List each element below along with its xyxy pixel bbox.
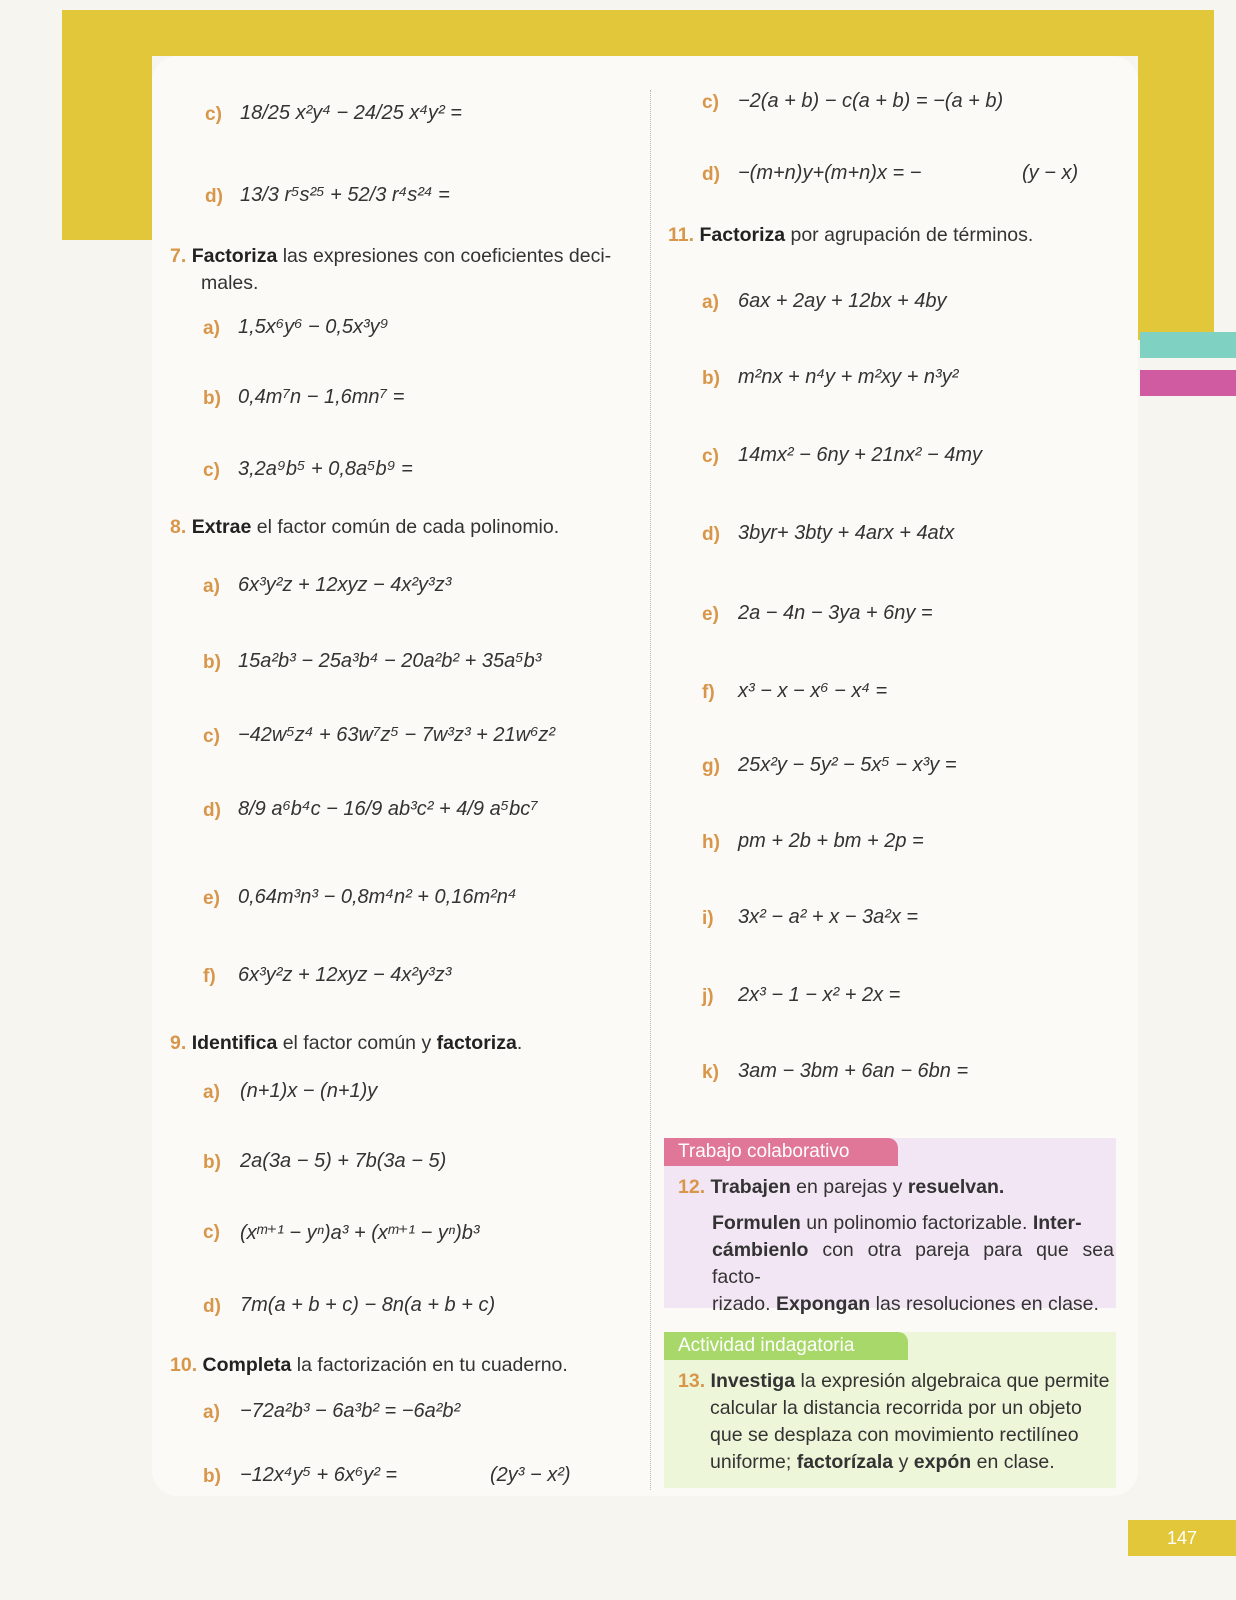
math-expression: 6x³y²z + 12xyz − 4x²y³z³ [238, 574, 452, 596]
math-expression: 0,4m⁷n − 1,6mn⁷ = [238, 386, 405, 408]
question-text: calcular la distancia recorrida por un objeto [710, 1397, 1082, 1419]
question-7 [170, 243, 630, 297]
item-label: c) [702, 92, 719, 113]
math-expression: 18/25 x²y⁴ − 24/25 x⁴y² = [240, 102, 462, 124]
question-verb: Extrae [191, 516, 252, 538]
math-expression: 2a(3a − 5) + 7b(3a − 5) [240, 1150, 447, 1172]
side-tab-pink [1140, 370, 1236, 396]
item-label: c) [702, 446, 719, 467]
question-13 [678, 1368, 1118, 1476]
math-expression: 13/3 r⁵s²⁵ + 52/3 r⁴s²⁴ = [240, 184, 450, 206]
math-expression: −2(a + b) − c(a + b) = −(a + b) [738, 90, 1004, 112]
question-verb: expón [913, 1451, 972, 1473]
item-label: d) [205, 186, 223, 207]
question-verb-2: factoriza [436, 1032, 517, 1054]
question-number: 7. [170, 245, 187, 267]
item-label: k) [702, 1062, 719, 1083]
item-label: b) [203, 388, 221, 409]
item-label: i) [702, 908, 714, 929]
collaborative-paragraph [712, 1210, 1114, 1318]
question-text: y [893, 1451, 914, 1473]
item-label: b) [203, 1152, 221, 1173]
math-expression: 0,64m³n³ − 0,8m⁴n² + 0,16m²n⁴ [238, 886, 517, 908]
item-label: d) [702, 164, 720, 185]
item-label: c) [203, 1222, 220, 1243]
answer-expression: (2y³ − x²) [490, 1464, 571, 1486]
question-text: que se desplaza con movimiento rectilíneo [710, 1424, 1079, 1446]
question-text: en clase. [971, 1451, 1055, 1473]
question-text: las expresiones con coeficientes deci- [277, 245, 612, 267]
item-label: f) [203, 966, 216, 987]
question-verb: Factoriza [699, 224, 786, 246]
item-label: e) [702, 604, 719, 625]
question-verb: Trabajen [710, 1176, 791, 1198]
paragraph-text: rizado. [712, 1293, 776, 1315]
top-yellow-band [62, 10, 1214, 56]
item-label: c) [205, 104, 222, 125]
math-expression: −12x⁴y⁵ + 6x⁶y² = [240, 1464, 398, 1486]
math-expression: 14mx² − 6ny + 21nx² − 4my [738, 444, 983, 466]
math-expression: 1,5x⁶y⁶ − 0,5x³y⁹ [238, 316, 389, 338]
item-label: e) [203, 888, 220, 909]
item-label: g) [702, 756, 720, 777]
column-divider [650, 90, 651, 1490]
side-tab-teal [1140, 332, 1236, 358]
item-label: d) [203, 800, 221, 821]
question-10 [170, 1352, 568, 1379]
collaborative-tab: Trabajo colaborativo [664, 1138, 898, 1166]
paragraph-bold: Formulen [712, 1212, 801, 1234]
item-label: h) [702, 832, 720, 853]
math-expression: 8/9 a⁶b⁴c − 16/9 ab³c² + 4/9 a⁵bc⁷ [238, 798, 538, 820]
question-verb: Identifica [191, 1032, 278, 1054]
math-expression: 3,2a⁹b⁵ + 0,8a⁵b⁹ = [238, 458, 413, 480]
question-text: en parejas y [790, 1176, 908, 1198]
item-label: a) [203, 1402, 220, 1423]
math-expression: 15a²b³ − 25a³b⁴ − 20a²b² + 35a⁵b³ [238, 650, 542, 672]
question-text: por agrupación de términos. [785, 224, 1034, 246]
paragraph-bold: Inter- [1032, 1212, 1082, 1234]
question-8 [170, 514, 559, 541]
paragraph-bold: cámbienlo [712, 1239, 809, 1261]
right-yellow-band [1138, 10, 1214, 340]
question-text-end: . [516, 1032, 523, 1054]
item-label: j) [702, 986, 714, 1007]
item-label: a) [702, 292, 719, 313]
question-number: 13. [678, 1370, 706, 1392]
math-expression: −72a²b³ − 6a³b² = −6a²b² [240, 1400, 461, 1422]
math-expression: −42w⁵z⁴ + 63w⁷z⁵ − 7w³z³ + 21w⁶z² [238, 724, 556, 746]
item-label: a) [203, 576, 220, 597]
item-label: a) [203, 318, 220, 339]
paragraph-text: las resoluciones en clase. [870, 1293, 1099, 1315]
question-text-cont: males. [201, 272, 259, 294]
question-verb: Investiga [710, 1370, 796, 1392]
math-expression: (xᵐ⁺¹ − yⁿ)a³ + (xᵐ⁺¹ − yⁿ)b³ [240, 1222, 480, 1244]
question-number: 8. [170, 516, 187, 538]
math-expression: 7m(a + b + c) − 8n(a + b + c) [240, 1294, 496, 1316]
question-verb: Factoriza [191, 245, 278, 267]
question-9 [170, 1030, 522, 1057]
answer-expression: (y − x) [1022, 162, 1079, 184]
math-expression: 2x³ − 1 − x² + 2x = [738, 984, 901, 1006]
question-text: uniforme; [710, 1451, 797, 1473]
item-label: d) [203, 1296, 221, 1317]
question-verb: Completa [202, 1354, 292, 1376]
page-number: 147 [1128, 1520, 1236, 1556]
question-text: el factor común de cada polinomio. [251, 516, 560, 538]
item-label: c) [203, 460, 220, 481]
paragraph-text: con otra pareja para que sea facto- [712, 1239, 1114, 1288]
question-text: la factorización en tu cuaderno. [291, 1354, 568, 1376]
item-label: b) [203, 652, 221, 673]
question-number: 12. [678, 1176, 706, 1198]
paragraph-bold: Expongan [775, 1293, 871, 1315]
inquiry-tab: Actividad indagatoria [664, 1332, 908, 1360]
item-label: b) [702, 368, 720, 389]
math-expression: pm + 2b + bm + 2p = [738, 830, 924, 852]
question-verb-2: resuelvan. [907, 1176, 1005, 1198]
math-expression: 3byr+ 3bty + 4arx + 4atx [738, 522, 955, 544]
math-expression: m²nx + n⁴y + m²xy + n³y² [738, 366, 959, 388]
question-verb: factorízala [796, 1451, 894, 1473]
math-expression: 3x² − a² + x − 3a²x = [738, 906, 919, 928]
item-label: f) [702, 682, 715, 703]
item-label: b) [203, 1466, 221, 1487]
question-number: 9. [170, 1032, 187, 1054]
left-yellow-band [62, 10, 152, 240]
question-text: la expresión algebraica que permite [795, 1370, 1110, 1392]
question-text: el factor común y [277, 1032, 437, 1054]
paragraph-text: un polinomio factorizable. [800, 1212, 1033, 1234]
question-number: 11. [668, 224, 695, 246]
math-expression: 2a − 4n − 3ya + 6ny = [738, 602, 933, 624]
item-label: a) [203, 1082, 220, 1103]
math-expression: 6x³y²z + 12xyz − 4x²y³z³ [238, 964, 452, 986]
math-expression: −(m+n)y+(m+n)x = − [738, 162, 922, 184]
item-label: c) [203, 726, 220, 747]
math-expression: 6ax + 2ay + 12bx + 4by [738, 290, 947, 312]
math-expression: 25x²y − 5y² − 5x⁵ − x³y = [738, 754, 957, 776]
math-expression: x³ − x − x⁶ − x⁴ = [738, 680, 888, 702]
question-12 [678, 1174, 1108, 1201]
question-number: 10. [170, 1354, 198, 1376]
math-expression: 3am − 3bm + 6an − 6bn = [738, 1060, 969, 1082]
question-11 [668, 222, 1033, 249]
math-expression: (n+1)x − (n+1)y [240, 1080, 378, 1102]
item-label: d) [702, 524, 720, 545]
